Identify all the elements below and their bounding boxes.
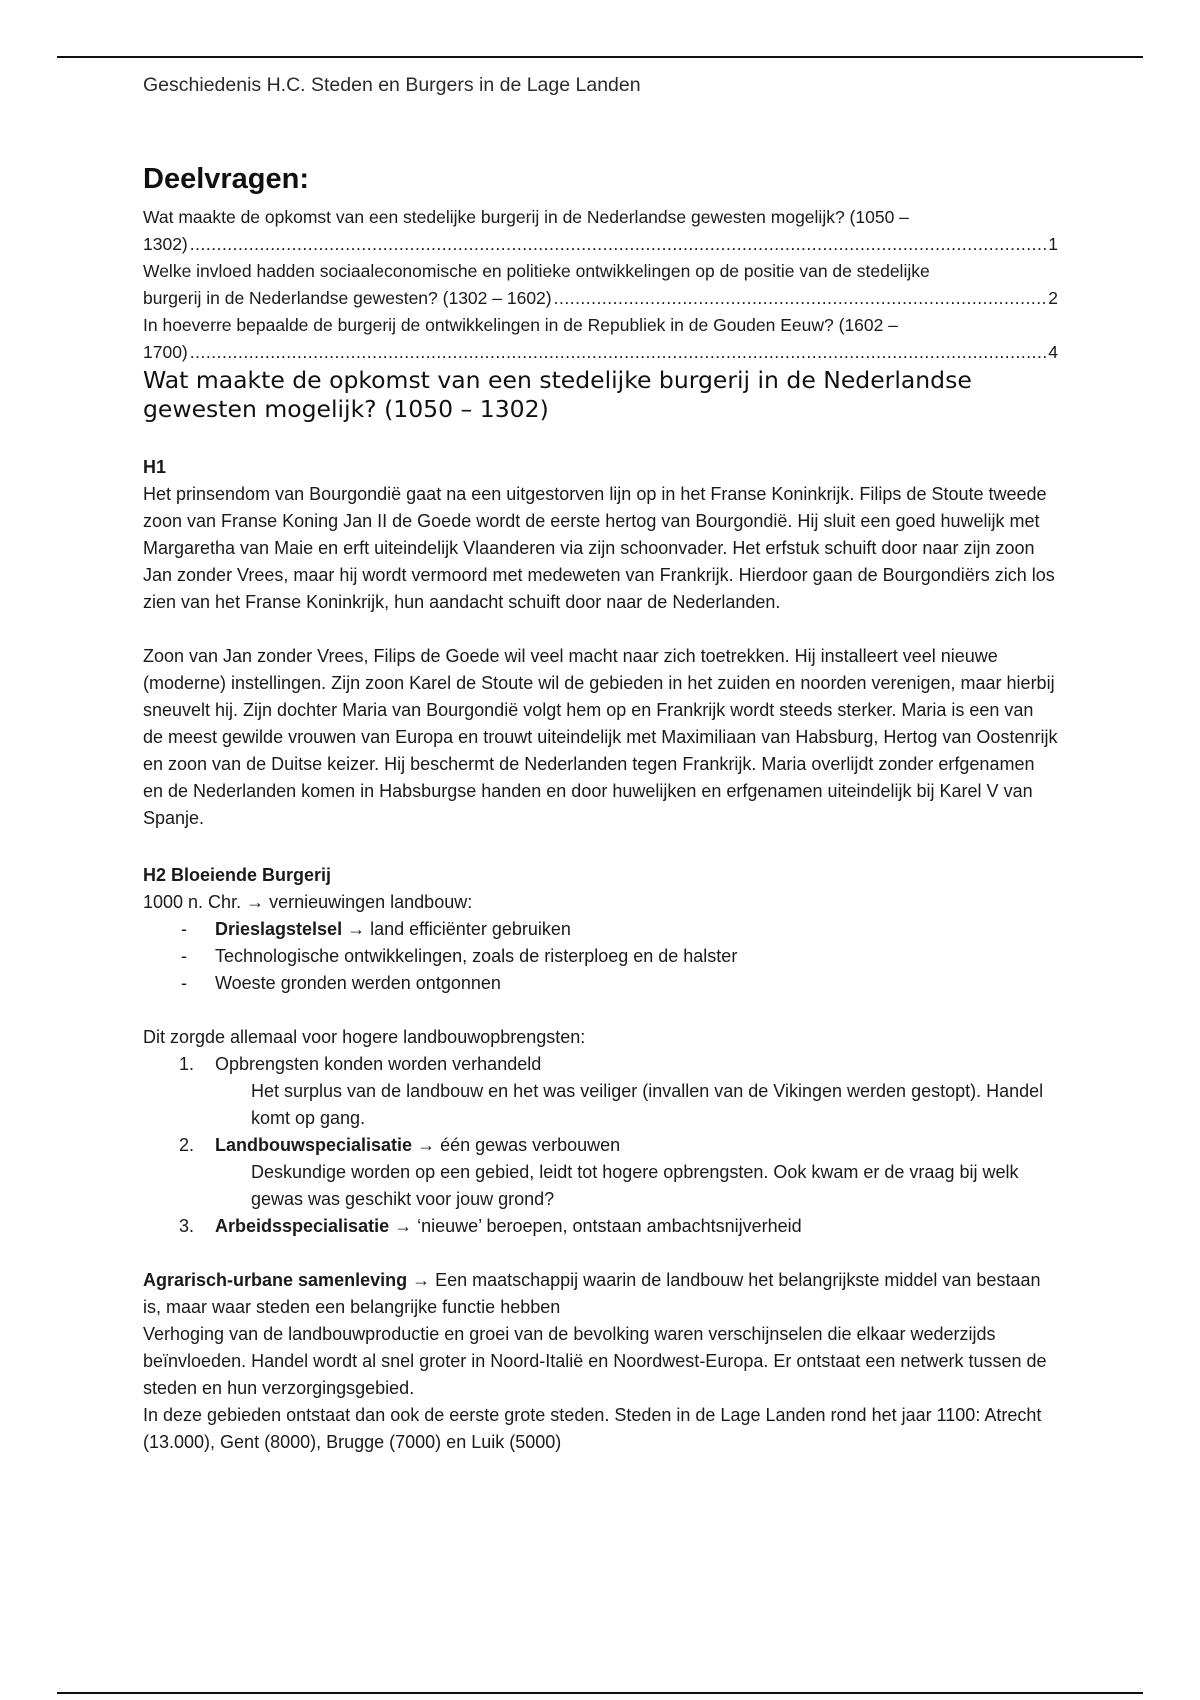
paragraph: Verhoging van de landbouwproductie en groei van de bevolking waren verschijnselen die elkaar wederzijds beïnvloeden. Handel wordt al snel groter in Noord-Italië en Noordwest-Europa. Er ontstaat een netwerk tussen de steden en hun verzorgingsgebied. [143, 1324, 1047, 1398]
list-item: 2. Landbouwspecialisatie → één gewas verbouwen [179, 1135, 621, 1155]
list-item-detail: Het surplus van de landbouw en het was veiliger (invallen van de Vikingen werden gestopt). Handel komt op gang. [251, 1081, 1044, 1128]
toc-entry-line: burgerij in de Nederlandse gewesten? (1302 – 1602) [143, 288, 552, 308]
list-item: 1. Opbrengsten konden worden verhandeld [179, 1054, 542, 1074]
toc-page-number: 4 [1048, 342, 1058, 362]
dash-list [143, 916, 1058, 997]
toc-page-number: 1 [1048, 234, 1058, 254]
paragraph: Zoon van Jan zonder Vrees, Filips de Goede wil veel macht naar zich toetrekken. Hij installeert veel nieuwe (moderne) instellingen. Zijn zoon Karel de Stoute wil de gebieden in het zuiden en noorden verenigen, maar hierbij sneuvelt hij. Zijn dochter Maria van Bourgondië volgt hem op en Frankrijk wordt steeds sterker. Maria is een van de meest gewilde vrouwen van Europa en trouwt uiteindelijk met Maximiliaan van Habsburg, Hertog van Oostenrijk en zoon van de Duitse keizer. Hij beschermt de Nederlanden tegen Frankrijk. Maria overlijdt zonder erfgenamen en de Nederlanden komen in Habsburgse handen en door huwelijken en erfgenamen uiteindelijk bij Karel V van Spanje. [143, 646, 1058, 828]
toc-entry-line: Wat maakte de opkomst van een stedelijke burgerij in de Nederlandse gewesten mogelijk? (1050 – [143, 207, 909, 227]
list-item: - Technologische ontwikkelingen, zoals de risterploeg en de halster [181, 946, 738, 966]
paragraph: 1000 n. Chr. → vernieuwingen landbouw: [143, 892, 473, 912]
toc-entry-line: In hoeverre bepaalde de burgerij de ontwikkelingen in de Republiek in de Gouden Eeuw? (1602 – [143, 315, 898, 335]
toc-entry-line: 1302) [143, 234, 188, 254]
heading-h1: H1 [143, 457, 167, 477]
toc-leader [190, 339, 1047, 366]
top-rule [57, 56, 1143, 58]
heading-h2: H2 Bloeiende Burgerij [143, 865, 332, 885]
list-item: - Woeste gronden werden ontgonnen [181, 973, 501, 993]
toc-leader [190, 231, 1047, 258]
table-of-contents [143, 204, 1058, 366]
toc-entry-line: 1700) [143, 342, 188, 362]
list-item: - Drieslagstelsel → land efficiënter gebruiken [181, 919, 571, 939]
numbered-list [143, 1051, 1058, 1240]
bottom-rule [57, 1692, 1143, 1694]
paragraph: In deze gebieden ontstaat dan ook de eerste grote steden. Steden in de Lage Landen rond het jaar 1100: Atrecht (13.000), Gent (8000), Brugge (7000) en Luik (5000) [143, 1405, 1042, 1452]
paragraph: Het prinsendom van Bourgondië gaat na een uitgestorven lijn op in het Franse Koninkrijk. Filips de Stoute tweede zoon van Franse Koning Jan II de Goede wordt de eerste hertog van Bourgondië. Hij sluit een goed huwelijk met Margaretha van Maie en erft uiteindelijk Vlaanderen via zijn schoonvader. Het erfstuk schuift door naar zijn zoon Jan zonder Vrees, maar hij wordt vermoord met medeweten van Frankrijk. Hierdoor gaan de Bourgondiërs zich los zien van het Franse Koninkrijk, hun aandacht schuift door naar de Nederlanden. [143, 484, 1055, 612]
toc-title: Deelvragen: [143, 163, 310, 195]
toc-entry-2[interactable] [143, 258, 1058, 312]
toc-entry-line: Welke invloed hadden sociaaleconomische en politieke ontwikkelingen op de positie van de stedelijke [143, 261, 930, 281]
document-page [143, 70, 1058, 1456]
list-item-detail: Deskundige worden op een gebied, leidt tot hogere opbrengsten. Ook kwam er de vraag bij welk gewas was geschikt voor jouw grond? [251, 1162, 1019, 1209]
toc-page-number: 2 [1048, 288, 1058, 308]
definition-paragraph: Agrarisch-urbane samenleving → Een maatschappij waarin de landbouw het belangrijkste middel van bestaan is, maar waar steden een belangrijke functie hebben [143, 1270, 1041, 1317]
list-item: 3. Arbeidsspecialisatie → ‘nieuwe’ beroepen, ontstaan ambachtsnijverheid [179, 1216, 802, 1236]
toc-entry-3[interactable] [143, 312, 1058, 366]
page-header: Geschiedenis H.C. Steden en Burgers in de Lage Landen [143, 74, 641, 96]
toc-entry-1[interactable] [143, 204, 1058, 258]
paragraph: Dit zorgde allemaal voor hogere landbouwopbrengsten: [143, 1027, 586, 1047]
toc-leader [554, 285, 1047, 312]
section-title: Wat maakte de opkomst van een stedelijke burgerij in de Nederlandse gewesten mogelijk? (1050 – 1302) [143, 366, 972, 423]
